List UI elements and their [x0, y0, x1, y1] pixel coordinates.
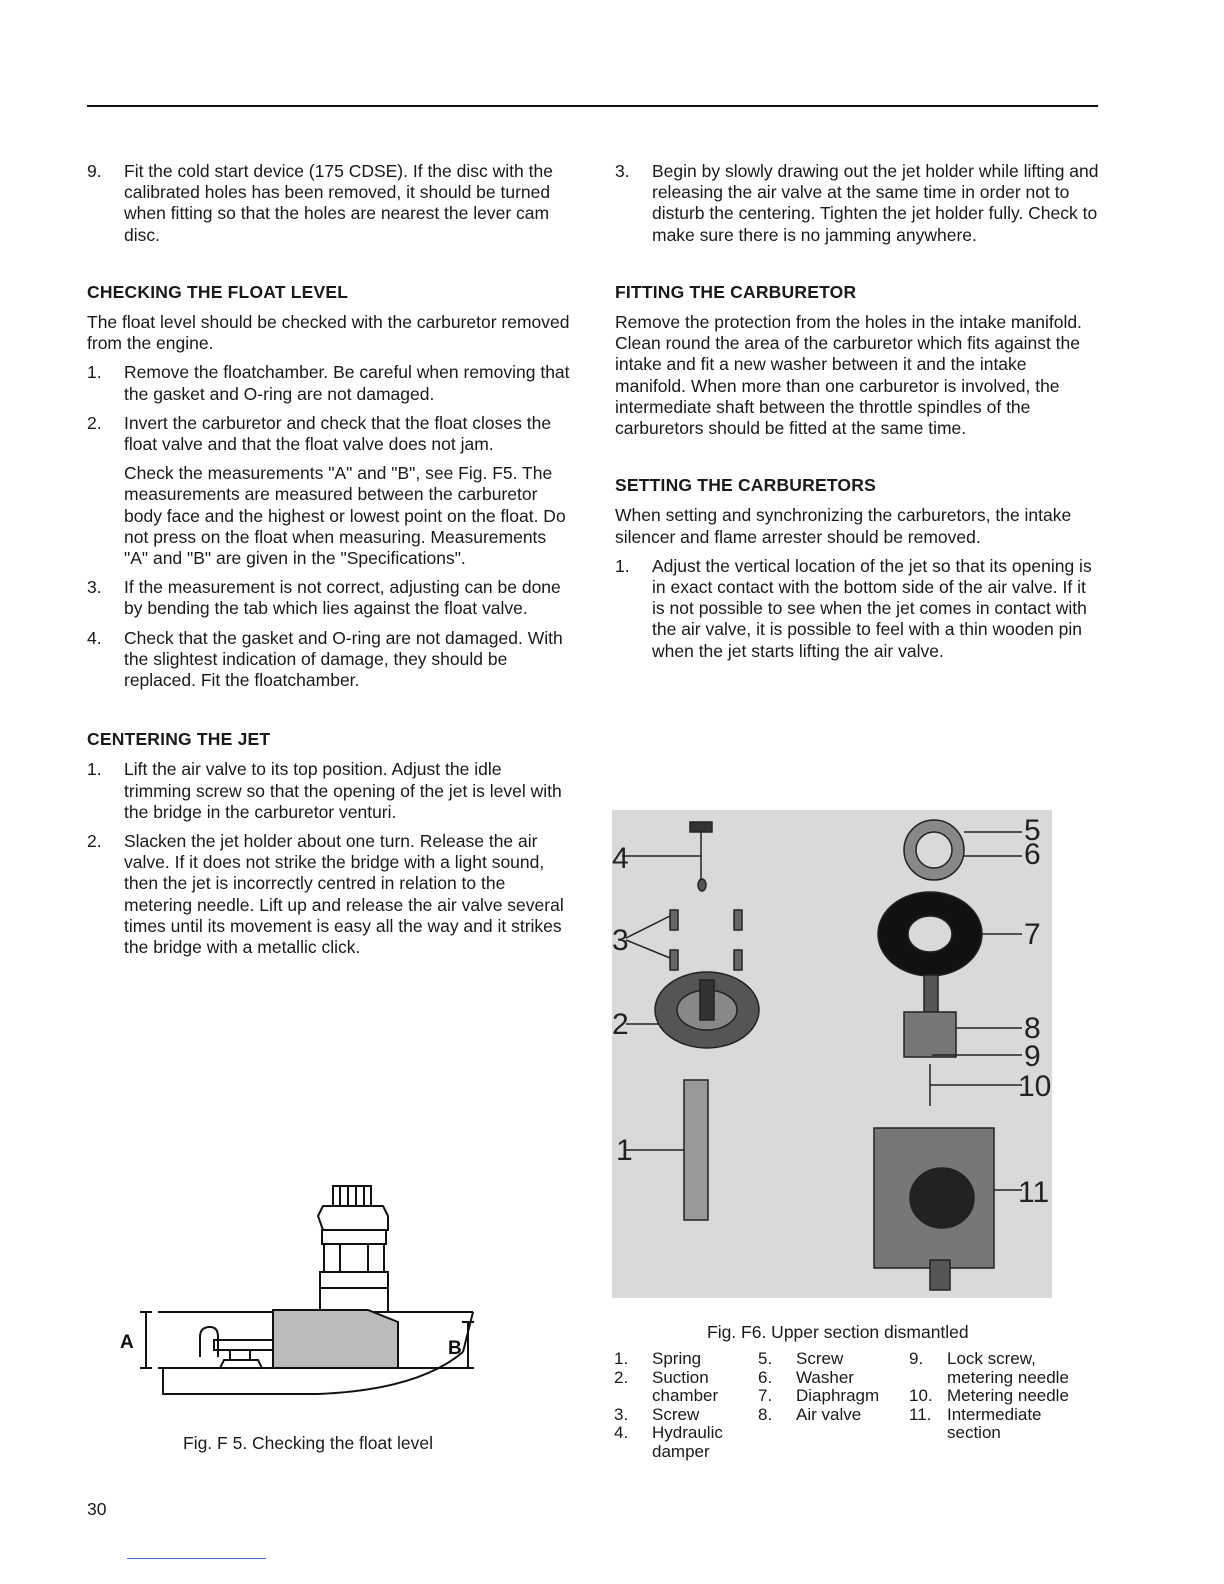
callout-8: 8 [1024, 1012, 1041, 1045]
step-number: 4. [87, 627, 102, 648]
callout-6: 6 [1024, 838, 1041, 871]
step-number: 1. [615, 555, 630, 576]
step-3-jet-holder [615, 161, 1100, 246]
legend-item: 9. Lock screw, metering needle [909, 1349, 1069, 1387]
step-number: 1. [87, 362, 102, 383]
legend-item: 2. Suction chamber [614, 1367, 719, 1406]
step-text: Remove the floatchamber. Be careful when removing that the gasket and O-ring are not damaged. [124, 362, 570, 404]
heading-setting-carburetors: SETTING THE CARBURETORS [615, 475, 876, 496]
page-number: 30 [87, 1499, 107, 1519]
right-column [615, 161, 1100, 670]
step-number: 2. [87, 831, 102, 852]
step-number: 2. [87, 412, 102, 433]
step-text: Begin by slowly drawing out the jet holder while lifting and releasing the air valve at the same time in order not to disturb the centering. Tighten the jet holder fully. Check to make sure there is no jamming anywhere. [652, 161, 1099, 245]
callout-5: 5 [1024, 814, 1041, 847]
jet-step-1 [87, 759, 572, 823]
setting-intro: When setting and synchronizing the carburetors, the intake silencer and flame arrester should be removed. [615, 505, 1072, 547]
step-9 [87, 161, 572, 246]
left-column [87, 161, 572, 966]
step-number: 3. [615, 161, 630, 181]
figure-f5-caption: Fig. F 5. Checking the float level [183, 1433, 433, 1453]
footer-link-underline [127, 1558, 266, 1559]
legend-item: 3. Screw [614, 1404, 700, 1424]
callout-10: 10 [1018, 1070, 1052, 1103]
float-step-3 [87, 577, 572, 619]
step-number: 3. [87, 577, 102, 598]
figure-f6-caption: Fig. F6. Upper section dismantled [707, 1322, 969, 1342]
step-text: Fit the cold start device (175 CDSE). If the disc with the calibrated holes has been removed, it should be turned when fitting so that the holes are nearest the lever cam disc. [124, 161, 553, 245]
figure-f6-legend-col-1 [614, 1350, 754, 1462]
float-step-1 [87, 362, 572, 404]
step-text: Check that the gasket and O-ring are not damaged. With the slightest indication of damage, they should be replaced. Fit the floatchamber. [124, 627, 563, 691]
step-number: 9. [87, 161, 102, 181]
legend-item: 8. Air valve [758, 1404, 862, 1424]
step-text: Slacken the jet holder about one turn. Release the air valve. If it does not strike the bridge with a light sound, then the jet is incorrectly centred in relation to the metering needle. Lift up and release the air valve several times until its movement is easy all the way and it strikes the bridge with a metallic click. [124, 831, 564, 958]
legend-item: 6. Washer [758, 1367, 854, 1387]
step-number: 1. [87, 759, 102, 780]
fitting-text: Remove the protection from the holes in the intake manifold. Clean round the area of the carburetor which fits against the intake and fit a new washer between it and the intake manifold. When more than one carburetor is involved, the intermediate shaft between the throttle spindles of the carburetors should be fitted at the same time. [615, 312, 1082, 439]
figure-f6-photo [612, 810, 1052, 1298]
setting-step-1 [615, 556, 1100, 662]
heading-fitting-carburetor: FITTING THE CARBURETOR [615, 281, 857, 302]
callout-3: 3 [612, 924, 629, 957]
heading-centering-jet: CENTERING THE JET [87, 729, 271, 750]
legend-item: 5. Screw [758, 1349, 844, 1368]
dimension-label-a: A [120, 1332, 134, 1353]
header-rule [87, 105, 1098, 107]
legend-item: 1. Spring [614, 1349, 702, 1368]
callout-2: 2 [612, 1008, 629, 1041]
callout-7: 7 [1024, 918, 1041, 951]
callout-1: 1 [616, 1134, 633, 1167]
figure-f6-legend-col-2 [758, 1350, 908, 1424]
legend-item: 7. Diaphragm [758, 1386, 880, 1406]
step-text: Lift the air valve to its top position. Adjust the idle trimming screw so that the opening of the jet is level with the bridge in the carburetor venturi. [124, 759, 562, 822]
dimension-label-b: B [448, 1338, 462, 1359]
legend-item: 11. Intermediate section [909, 1404, 1042, 1443]
heading-checking-float-level: CHECKING THE FLOAT LEVEL [87, 281, 349, 302]
float-intro: The float level should be checked with the carburetor removed from the engine. [87, 312, 570, 354]
legend-item: 4. Hydraulic damper [614, 1423, 723, 1461]
float-step-2-continued: Check the measurements "A" and "B", see Fig. F5. The measurements are measured between the carburetor body face and the highest or lowest point on the float. Do not press on the float when measuring. Measurements "A" and "B" are given in the "Specifications". [124, 463, 566, 569]
step-text: Adjust the vertical location of the jet so that its opening is in exact contact with the bottom side of the air valve. If it is not possible to see when the jet comes in contact with the air valve, it is possible to feel with a thin wooden pin when the jet starts lifting the air valve. [652, 555, 1092, 661]
step-text: Invert the carburetor and check that the float closes the float valve and that the float valve does not jam. [124, 412, 552, 455]
figure-f5-float-level-drawing [118, 1182, 478, 1412]
float-step-2 [87, 413, 572, 455]
float-step-4 [87, 628, 572, 692]
jet-step-2 [87, 831, 572, 958]
figure-f6-legend-col-3 [909, 1350, 1099, 1443]
callout-11: 11 [1018, 1176, 1050, 1209]
callout-4: 4 [612, 842, 629, 875]
legend-item: 10. Metering needle [909, 1386, 1069, 1406]
step-text: If the measurement is not correct, adjusting can be done by bending the tab which lies against the float valve. [124, 577, 561, 619]
callout-9: 9 [1024, 1040, 1041, 1073]
